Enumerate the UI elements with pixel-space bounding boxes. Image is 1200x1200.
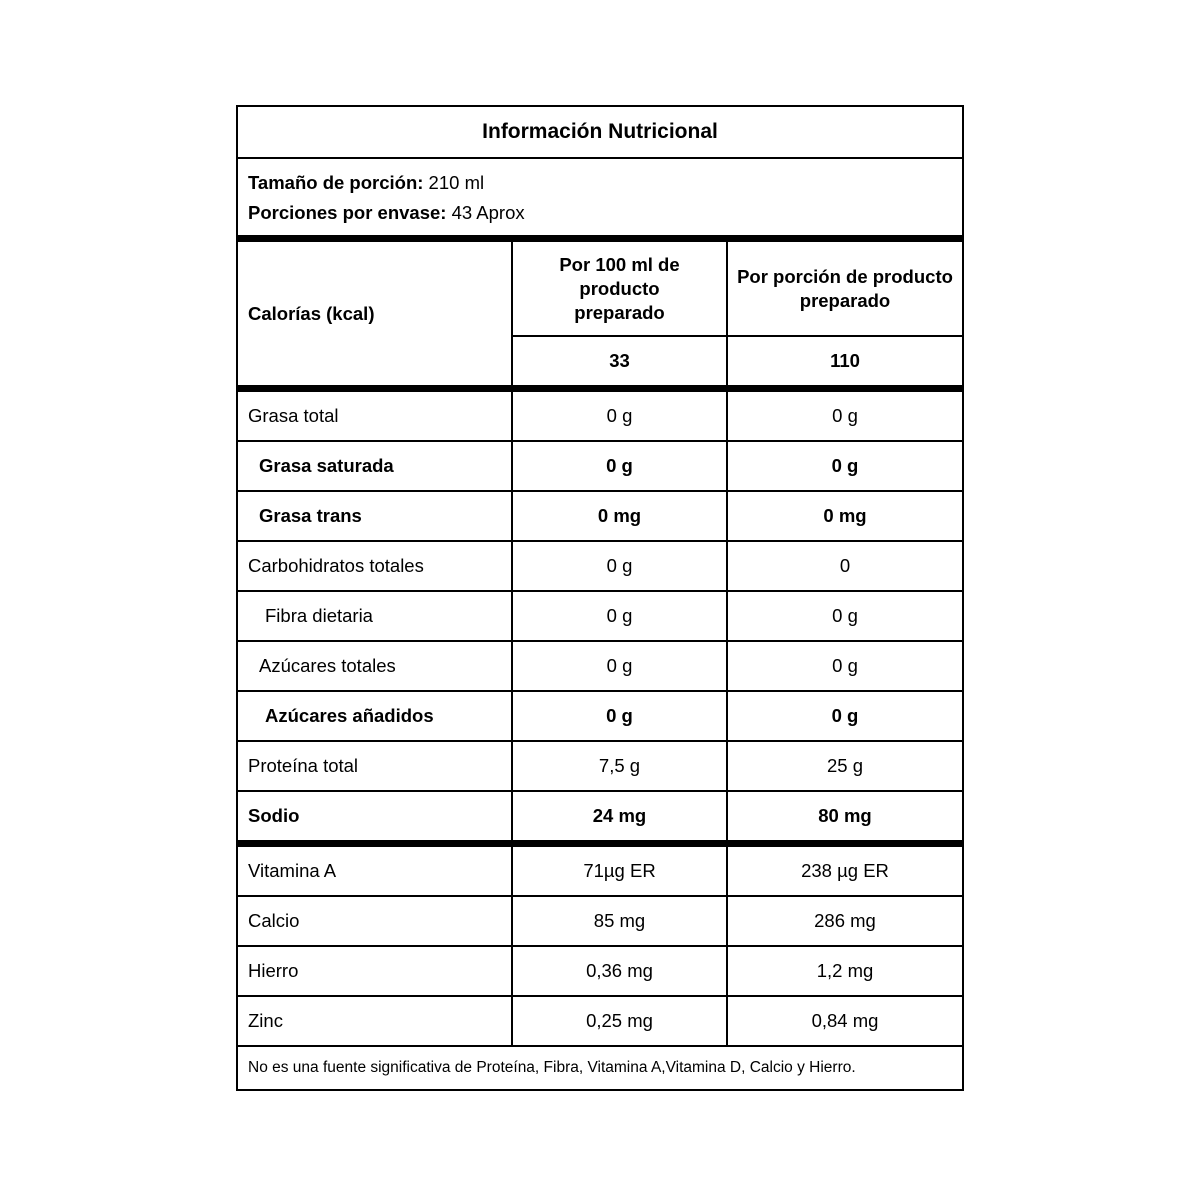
- nutrient-per-portion-value: 0 g: [728, 392, 962, 442]
- calories-section: [238, 242, 962, 385]
- nutrient-label: Azúcares añadidos: [238, 692, 513, 742]
- calories-label: Calorías (kcal): [238, 242, 513, 385]
- micronutrient-per-100ml-value: 0,36 mg: [513, 947, 728, 997]
- nutrient-per-100ml-value: 24 mg: [513, 792, 728, 840]
- micronutrient-row-zinc: [238, 997, 962, 1045]
- nutrient-per-100ml-value: 0 g: [513, 642, 728, 692]
- micronutrient-row-hierro: [238, 947, 962, 997]
- column-header-per-portion: Por porción de producto preparado: [728, 242, 962, 337]
- nutrient-row-grasa-total: [238, 392, 962, 442]
- calories-per-100ml-value: 33: [513, 337, 728, 385]
- nutrient-per-portion-value: 0 g: [728, 442, 962, 492]
- nutrient-row-sodio: [238, 792, 962, 840]
- nutrient-per-100ml-value: 0 mg: [513, 492, 728, 542]
- micronutrient-per-100ml-value: 85 mg: [513, 897, 728, 947]
- thick-divider-bottom: [238, 840, 962, 847]
- micronutrient-per-100ml-value: 71µg ER: [513, 847, 728, 897]
- servings-per-container-value: 43 Aprox: [446, 202, 525, 223]
- nutrition-facts-table: [236, 105, 964, 1091]
- calories-per-portion-value: 110: [830, 350, 860, 371]
- micronutrient-label: Vitamina A: [238, 847, 513, 897]
- nutrient-label: Grasa trans: [238, 492, 513, 542]
- nutrient-per-portion-value: 0: [728, 542, 962, 592]
- nutrient-per-portion-value: 0 mg: [728, 492, 962, 542]
- micronutrient-per-portion-value: 238 µg ER: [728, 847, 962, 897]
- serving-size-value: 210 ml: [423, 172, 485, 193]
- nutrient-per-portion-value: 0 g: [728, 642, 962, 692]
- nutrient-per-100ml-value: 0 g: [513, 692, 728, 742]
- servings-per-container-line: [248, 198, 952, 228]
- nutrient-row-grasa-saturada: [238, 442, 962, 492]
- micronutrient-per-100ml-value: 0,25 mg: [513, 997, 728, 1045]
- micronutrient-label: Calcio: [238, 897, 513, 947]
- micronutrient-per-portion-value: 1,2 mg: [728, 947, 962, 997]
- nutrient-label: Proteína total: [238, 742, 513, 792]
- serving-size-line: [248, 168, 952, 198]
- nutrient-per-100ml-value: 7,5 g: [513, 742, 728, 792]
- label-title: Información Nutricional: [238, 107, 962, 159]
- nutrient-per-100ml-value: 0 g: [513, 592, 728, 642]
- thick-divider-middle: [238, 385, 962, 392]
- nutrient-per-100ml-value: 0 g: [513, 542, 728, 592]
- footnote: No es una fuente significativa de Proteína, Fibra, Vitamina A,Vitamina D, Calcio y Hierro.: [238, 1045, 962, 1089]
- nutrient-label: Sodio: [238, 792, 513, 840]
- nutrient-row-azucares-totales: [238, 642, 962, 692]
- nutrient-per-portion-value: 0 g: [728, 692, 962, 742]
- micronutrient-per-portion-value: 0,84 mg: [811, 1010, 879, 1031]
- nutrient-row-carbohidratos-totales: [238, 542, 962, 592]
- nutrient-label: Grasa saturada: [238, 442, 513, 492]
- nutrient-label: Fibra dietaria: [238, 592, 513, 642]
- nutrient-per-portion-value: 0 g: [728, 592, 962, 642]
- micronutrient-row-calcio: [238, 897, 962, 947]
- nutrient-per-100ml-value: 0 g: [513, 392, 728, 442]
- micronutrient-per-portion-value: 286 mg: [728, 897, 962, 947]
- nutrient-label: Grasa total: [238, 392, 513, 442]
- servings-per-container-label: Porciones por envase:: [248, 202, 447, 223]
- nutrient-row-grasa-trans: [238, 492, 962, 542]
- nutrient-row-proteina-total: [238, 742, 962, 792]
- nutrient-per-portion-value: 25 g: [728, 742, 962, 792]
- nutrient-per-portion-value: 80 mg: [818, 805, 872, 826]
- nutrient-label: Carbohidratos totales: [238, 542, 513, 592]
- micronutrient-label: Zinc: [238, 997, 513, 1045]
- micronutrient-label: Hierro: [238, 947, 513, 997]
- nutrient-label: Azúcares totales: [238, 642, 513, 692]
- serving-size-label: Tamaño de porción:: [248, 172, 424, 193]
- nutrient-row-fibra-dietaria: [238, 592, 962, 642]
- thick-divider-top: [238, 235, 962, 242]
- nutrient-row-azucares-anadidos: [238, 692, 962, 742]
- micronutrient-row-vitamina-a: [238, 847, 962, 897]
- nutrient-per-100ml-value: 0 g: [513, 442, 728, 492]
- column-header-per-100ml: Por 100 ml de producto preparado: [513, 242, 728, 337]
- serving-section: [238, 159, 962, 235]
